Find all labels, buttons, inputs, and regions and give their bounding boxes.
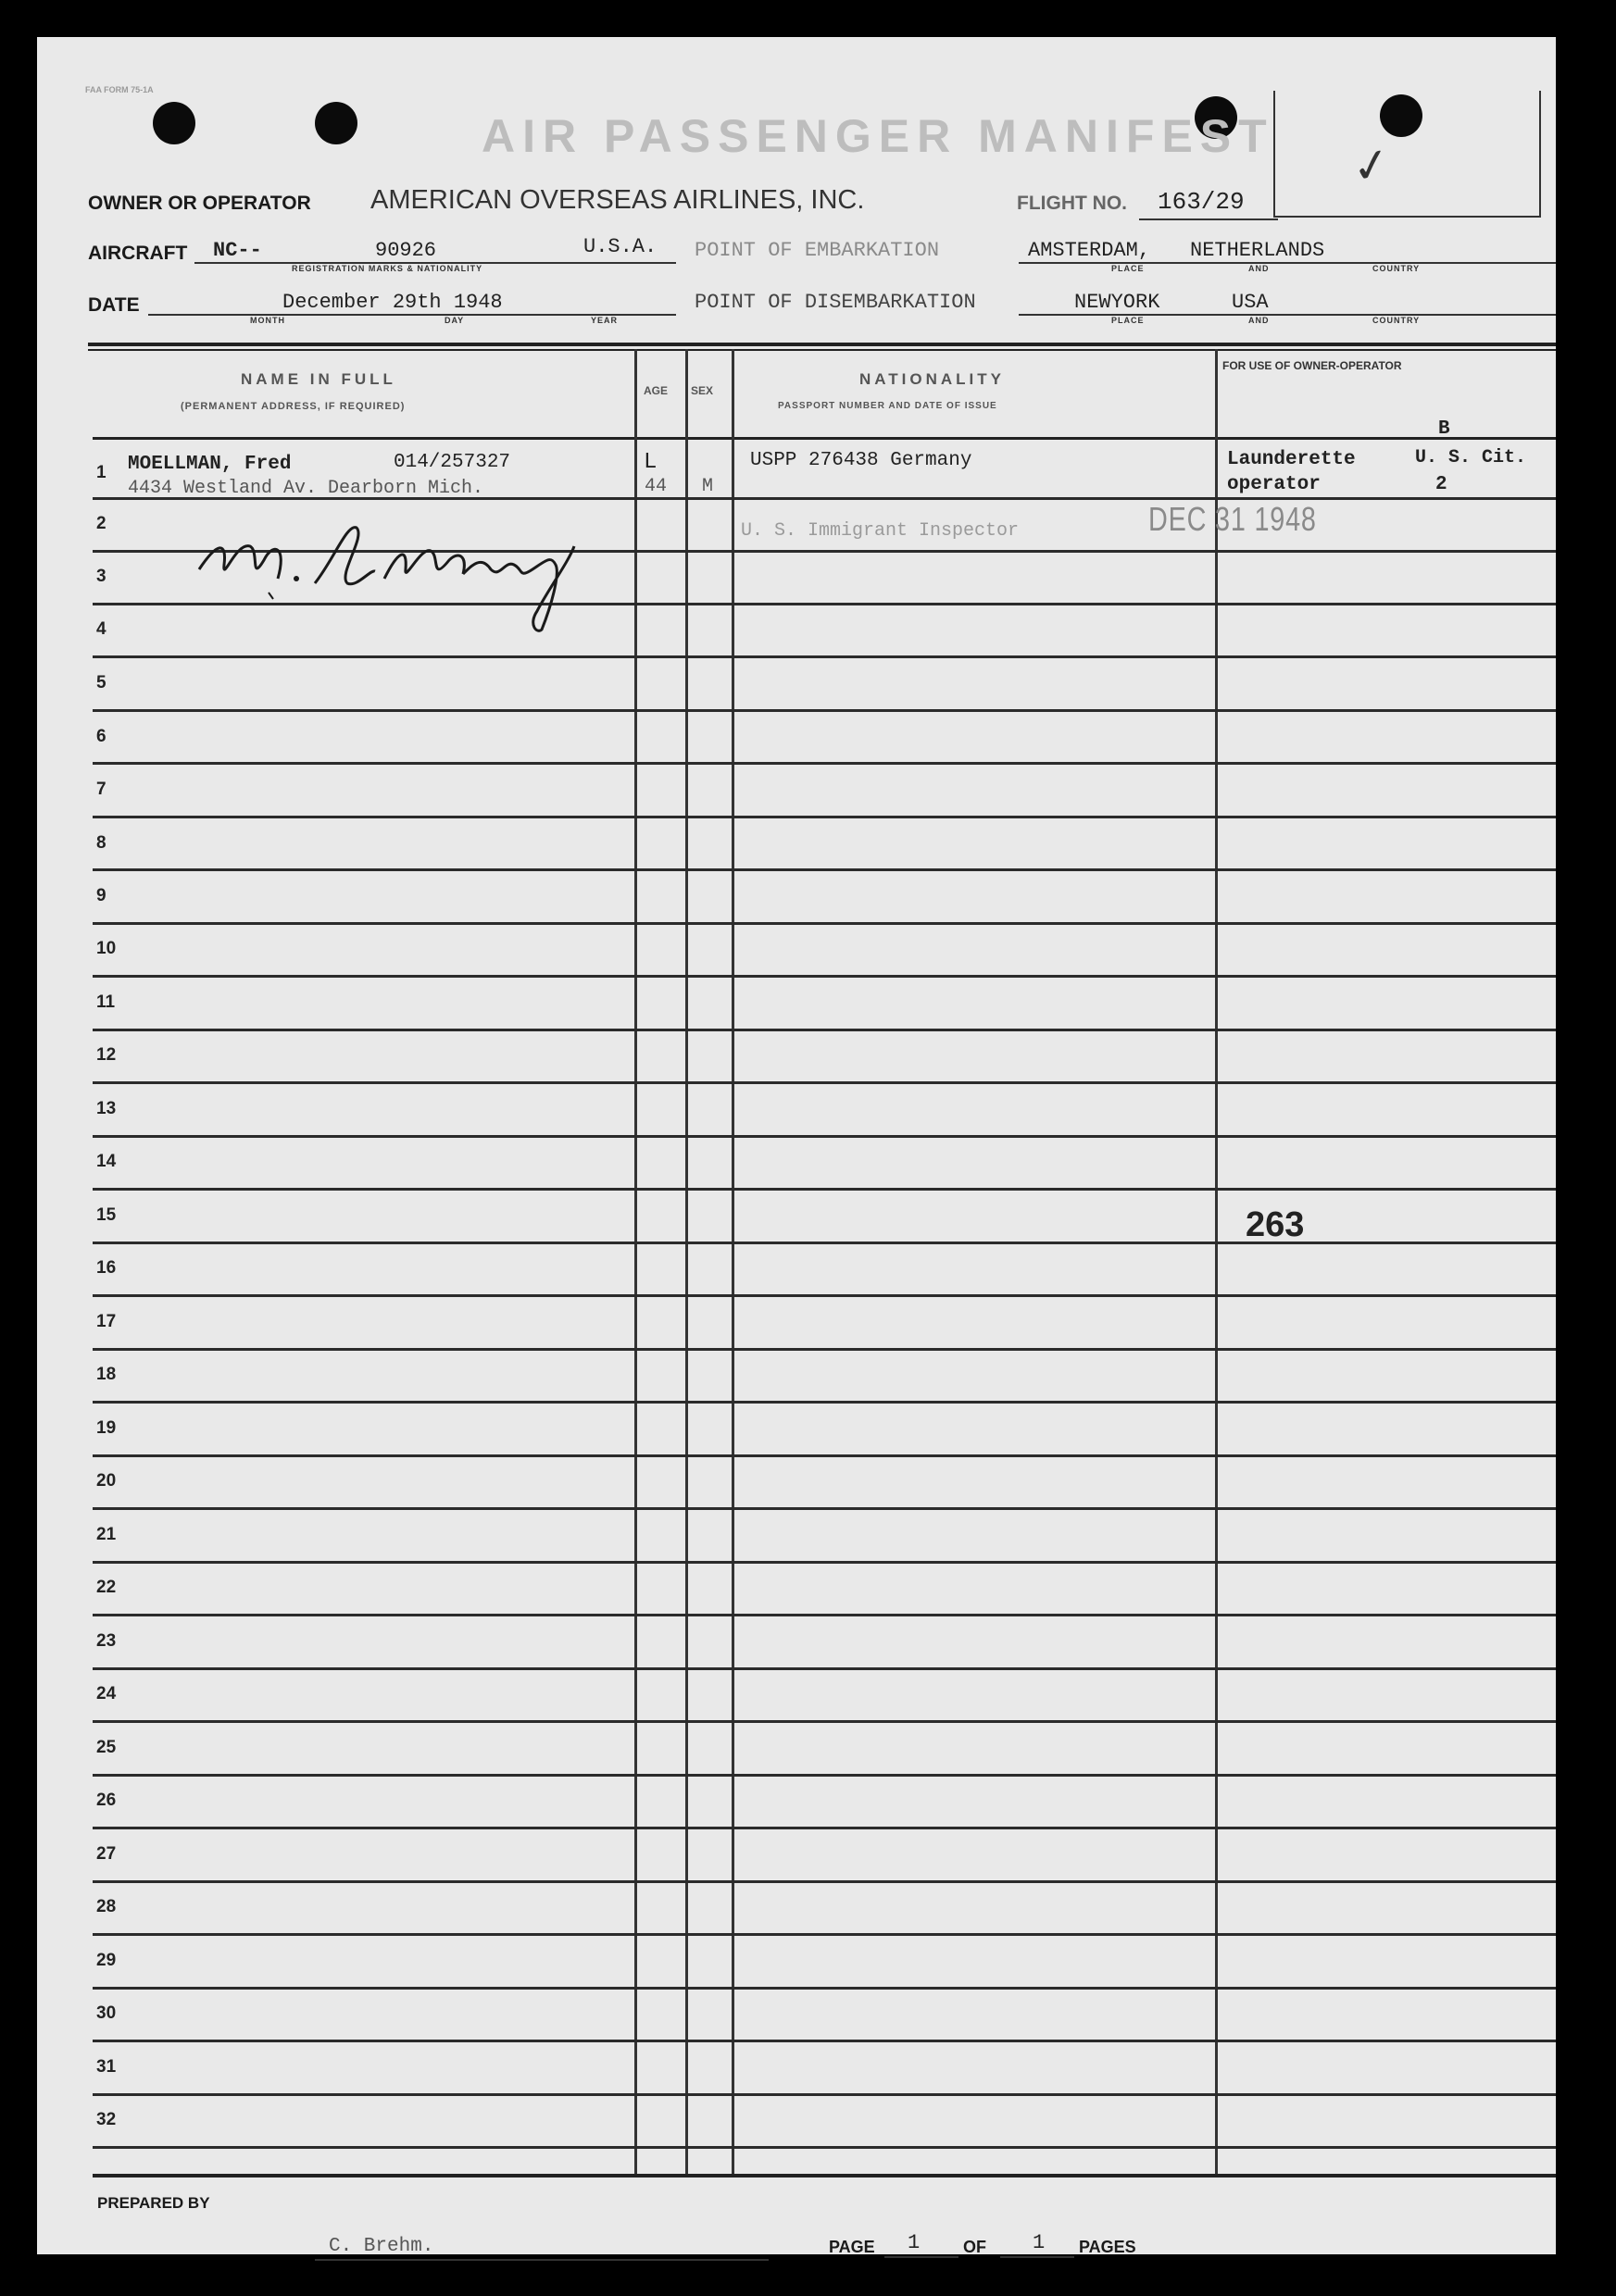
row-line [93, 1561, 1556, 1564]
aircraft-label: AIRCRAFT [88, 243, 188, 264]
row-number: 8 [96, 833, 106, 853]
row-line [93, 1029, 1556, 1031]
disembark-place: NEWYORK [1074, 291, 1160, 314]
row-number: 11 [96, 992, 116, 1012]
row-line [93, 1880, 1556, 1883]
form-title: AIR PASSENGER MANIFEST [482, 110, 1274, 162]
date-value: December 29th 1948 [282, 291, 503, 314]
passenger-age: 44 [645, 476, 668, 497]
inspector-signature [185, 505, 667, 634]
row-number: 24 [96, 1684, 117, 1703]
inspector-stamp: U. S. Immigrant Inspector [741, 520, 1020, 542]
row-number: 22 [96, 1578, 117, 1597]
passenger-age-mark: L [644, 450, 658, 475]
passenger-code-citizenship: U. S. Cit. [1415, 447, 1527, 468]
col-divider-nationality-owner [1215, 349, 1218, 2177]
row-line [93, 1401, 1556, 1404]
passenger-name: MOELLMAN, Fred [128, 454, 292, 475]
row-line [93, 868, 1556, 871]
row-line [93, 655, 1556, 658]
row-number: 13 [96, 1099, 117, 1118]
manifest-page [37, 37, 1556, 2257]
row-number: 7 [96, 780, 106, 799]
col-header-sex: SEX [691, 384, 714, 397]
owner-underline [1139, 218, 1278, 220]
row-line [93, 1827, 1556, 1829]
passenger-sex: M [702, 476, 714, 497]
prepared-by-underline [315, 2259, 769, 2261]
row-line [93, 2093, 1556, 2096]
prepared-by-label: PREPARED BY [97, 2194, 210, 2212]
col-header-name-sub: (PERMANENT ADDRESS, IF REQUIRED) [181, 401, 406, 412]
row-line [93, 1987, 1556, 1990]
row-number: 23 [96, 1631, 117, 1651]
registration-caption: REGISTRATION MARKS & NATIONALITY [292, 264, 483, 273]
of-value: 1 [1033, 2231, 1046, 2254]
day-caption: DAY [445, 316, 465, 325]
embark-and-caption: AND [1248, 264, 1270, 273]
row-line [93, 1507, 1556, 1510]
owner-value: AMERICAN OVERSEAS AIRLINES, INC. [370, 185, 865, 215]
aircraft-prefix: NC-- [213, 239, 262, 262]
flight-label: FLIGHT NO. [1017, 193, 1127, 214]
table-header-bottom-rule [93, 437, 1556, 440]
row-number: 16 [96, 1258, 117, 1278]
passenger-code-b: B [1438, 418, 1450, 440]
row-line [93, 1348, 1556, 1351]
embark-place-caption: PLACE [1111, 264, 1145, 273]
row-number: 19 [96, 1418, 117, 1438]
col-header-age: AGE [644, 384, 669, 397]
row-number: 20 [96, 1471, 117, 1491]
embark-place: AMSTERDAM, [1028, 239, 1151, 262]
disembark-underline [1019, 314, 1556, 316]
page-label: PAGE [829, 2238, 875, 2256]
row-line [93, 1081, 1556, 1084]
date-label: DATE [88, 294, 140, 316]
of-label: OF [963, 2238, 986, 2256]
row-number: 28 [96, 1897, 117, 1916]
passenger-code-2: 2 [1435, 474, 1447, 495]
row-number: 14 [96, 1152, 117, 1171]
row-number: 30 [96, 2003, 117, 2023]
month-caption: MONTH [250, 316, 285, 325]
row-line [93, 762, 1556, 765]
passenger-occupation-line-2: operator [1227, 474, 1321, 495]
row-line [93, 1242, 1556, 1244]
passenger-occupation: Launderette [1227, 449, 1356, 470]
table-top-rule [88, 343, 1556, 346]
col-divider-sex-nationality [732, 349, 734, 2177]
passenger-nationality: USPP 276438 Germany [750, 450, 972, 471]
form-code: FAA FORM 75-1A [85, 85, 154, 94]
row-line [93, 1188, 1556, 1191]
row-line [93, 1933, 1556, 1936]
row-line [93, 1294, 1556, 1297]
disembark-country-caption: COUNTRY [1372, 316, 1421, 325]
col-header-nationality: NATIONALITY [859, 370, 1006, 388]
page-underline [884, 2256, 958, 2258]
row-number: 26 [96, 1791, 117, 1810]
stamp-date: DEC 31 1948 [1148, 500, 1317, 538]
row-line [93, 1614, 1556, 1616]
of-underline [1000, 2256, 1074, 2258]
check-mark: ✓ [1347, 135, 1396, 196]
disembark-country: USA [1232, 291, 1269, 314]
aircraft-registration: 90926 [375, 239, 437, 262]
row-number: 27 [96, 1844, 117, 1864]
disembark-place-caption: PLACE [1111, 316, 1145, 325]
owner-label: OWNER OR OPERATOR [88, 193, 311, 214]
row-line [93, 2146, 1556, 2149]
row-number: 21 [96, 1525, 117, 1544]
row-line [93, 922, 1556, 925]
row-line [93, 1667, 1556, 1670]
row-line [93, 1774, 1556, 1777]
disembark-and-caption: AND [1248, 316, 1270, 325]
embark-label: POINT OF EMBARKATION [695, 239, 940, 262]
row-number: 31 [96, 2057, 117, 2077]
row-number: 2 [96, 514, 106, 533]
table-bottom-rule [93, 2174, 1556, 2177]
row-line [93, 1720, 1556, 1723]
row-number: 12 [96, 1045, 117, 1065]
row-number: 15 [96, 1205, 117, 1225]
punch-hole-middle [315, 102, 357, 144]
embark-country-caption: COUNTRY [1372, 264, 1421, 273]
prepared-by-value: C. Brehm. [329, 2236, 434, 2257]
flight-value: 163/29 [1158, 188, 1245, 216]
row-line [93, 1454, 1556, 1457]
row-number: 10 [96, 939, 117, 958]
punch-hole-left [153, 102, 195, 144]
row-number: 3 [96, 567, 106, 586]
passenger-address: 4434 Westland Av. Dearborn Mich. [128, 478, 484, 499]
embark-country: NETHERLANDS [1190, 239, 1325, 262]
col-header-nationality-sub: PASSPORT NUMBER AND DATE OF ISSUE [778, 401, 997, 411]
col-header-name: NAME IN FULL [241, 370, 396, 388]
row-number: 29 [96, 1951, 117, 1970]
stamp-number: 263 [1246, 1205, 1305, 1244]
table-top-rule-2 [88, 349, 1556, 351]
row-line [93, 816, 1556, 818]
row-number: 5 [96, 673, 106, 693]
row-number: 18 [96, 1365, 117, 1384]
row-number: 4 [96, 619, 106, 639]
row-line [93, 2040, 1556, 2042]
disembark-label: POINT OF DISEMBARKATION [695, 291, 976, 314]
passenger-file-number: 014/257327 [394, 452, 511, 473]
page-value: 1 [908, 2231, 921, 2254]
row-number: 9 [96, 886, 106, 905]
row-line [93, 709, 1556, 712]
row-number: 32 [96, 2110, 117, 2129]
row-line [93, 975, 1556, 978]
row-line [93, 1135, 1556, 1138]
pages-label: PAGES [1079, 2238, 1136, 2256]
check-box [1273, 91, 1541, 218]
col-header-owner: FOR USE OF OWNER-OPERATOR [1222, 359, 1402, 372]
row-number: 25 [96, 1738, 117, 1757]
row-number: 6 [96, 727, 106, 746]
embark-underline [1019, 262, 1556, 264]
row-number: 17 [96, 1312, 117, 1331]
year-caption: YEAR [591, 316, 619, 325]
aircraft-nationality: U.S.A. [583, 235, 658, 258]
col-divider-age-sex [685, 349, 688, 2177]
row-number: 1 [96, 463, 106, 482]
